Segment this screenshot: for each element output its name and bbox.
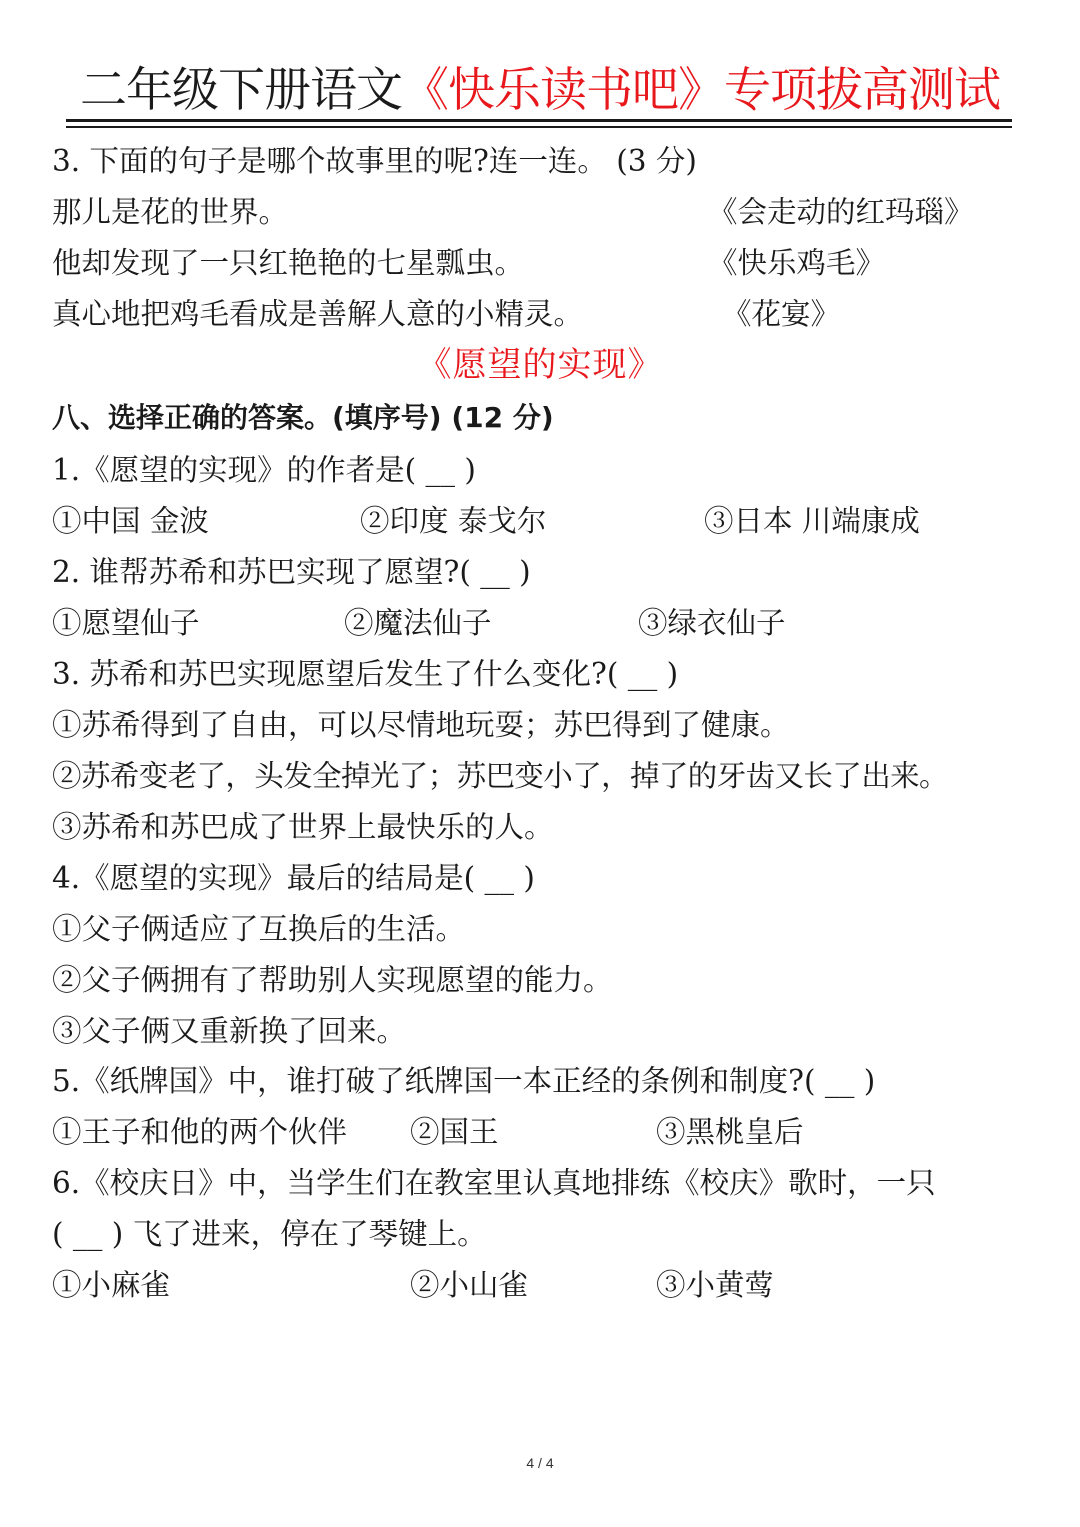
q4-option-1: ①父子俩适应了互换后的生活。: [52, 912, 466, 946]
q3-option-2: ②苏希变老了，头发全掉光了；苏巴变小了，掉了的牙齿又长了出来。: [52, 759, 948, 793]
q2-option-2: ②魔法仙子: [344, 606, 492, 640]
q1-option-2: ②印度 泰戈尔: [360, 504, 547, 538]
q2-option-1: ①愿望仙子: [52, 606, 200, 640]
section-title: 《愿望的实现》: [417, 345, 663, 385]
title-red: 《快乐读书吧》专项拔高测试: [402, 63, 1000, 118]
q3-left-1: 那儿是花的世界。: [52, 195, 289, 229]
q2-question: 2. 谁帮苏希和苏巴实现了愿望?( __ ): [52, 555, 531, 589]
q3-right-3: 《花宴》: [722, 297, 841, 331]
q3-question: 3. 苏希和苏巴实现愿望后发生了什么变化?( __ ): [52, 657, 679, 691]
q3-match-question: 3. 下面的句子是哪个故事里的呢?连一连。 (3 分): [52, 144, 697, 178]
q4-option-2: ②父子俩拥有了帮助别人实现愿望的能力。: [52, 963, 613, 997]
q3-right-1: 《会走动的红玛瑙》: [708, 195, 974, 229]
q3-left-2: 他却发现了一只红艳艳的七星瓢虫。: [52, 246, 525, 280]
q6-option-1: ①小麻雀: [52, 1268, 171, 1302]
q3-option-1: ①苏希得到了自由，可以尽情地玩耍；苏巴得到了健康。: [52, 708, 790, 742]
q6-question-line1: 6.《校庆日》中，当学生们在教室里认真地排练《校庆》歌时，一只: [52, 1166, 936, 1200]
title-underline-thick: [66, 119, 1012, 122]
q2-option-3: ③绿衣仙子: [638, 606, 786, 640]
q5-option-3: ③黑桃皇后: [656, 1115, 804, 1149]
q4-option-3: ③父子俩又重新换了回来。: [52, 1014, 407, 1048]
q4-question: 4.《愿望的实现》最后的结局是( __ ): [52, 861, 535, 895]
part8-heading: 八、选择正确的答案。(填序号) (12 分): [52, 401, 554, 434]
q6-option-2: ②小山雀: [410, 1268, 529, 1302]
q1-question: 1.《愿望的实现》的作者是( __ ): [52, 453, 476, 487]
q1-option-3: ③日本 川端康成: [704, 504, 920, 538]
q3-right-2: 《快乐鸡毛》: [708, 246, 886, 280]
q5-question: 5.《纸牌国》中，谁打破了纸牌国一本正经的条例和制度?( __ ): [52, 1064, 876, 1098]
page-number: 4 / 4: [526, 1455, 554, 1471]
q3-option-3: ③苏希和苏巴成了世界上最快乐的人。: [52, 810, 554, 844]
q6-option-3: ③小黄莺: [656, 1268, 775, 1302]
q5-option-1: ①王子和他的两个伙伴: [52, 1115, 348, 1149]
q3-left-3: 真心地把鸡毛看成是善解人意的小精灵。: [52, 297, 584, 331]
title-black: 二年级下册语文: [80, 63, 402, 118]
q5-option-2: ②国王: [410, 1115, 499, 1149]
q6-question-line2: ( __ ) 飞了进来，停在了琴键上。: [52, 1217, 487, 1251]
q1-option-1: ①中国 金波: [52, 504, 209, 538]
page-title: [0, 56, 1080, 126]
title-underline-thin: [66, 126, 1012, 128]
